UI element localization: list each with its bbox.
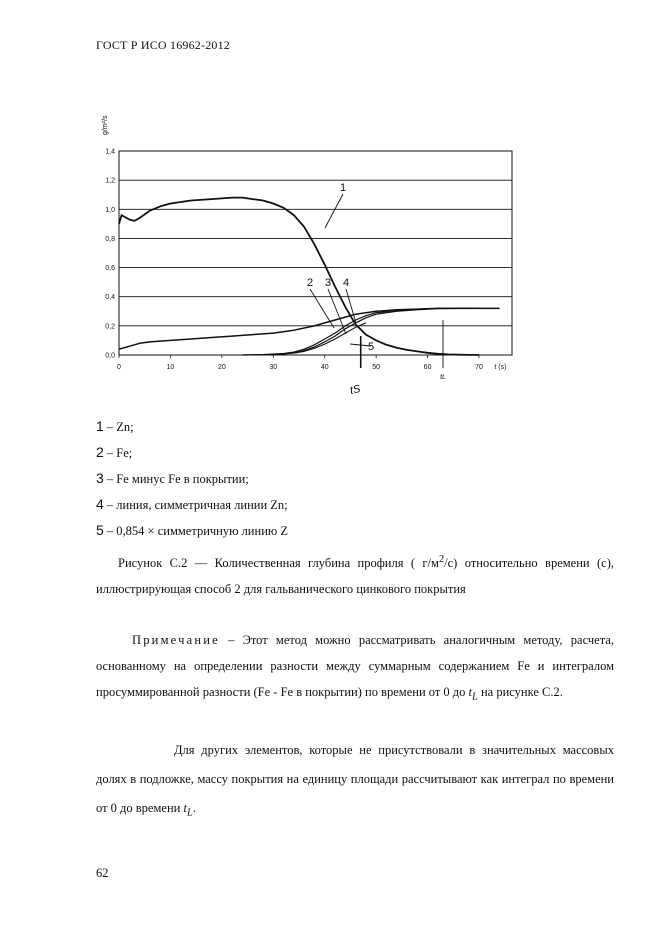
figure-c2 (88, 98, 548, 398)
legend-item-1: 1 – Zn; (96, 418, 134, 434)
document-header: ГОСТ Р ИСО 16962-2012 (96, 38, 230, 52)
page-number: 62 (96, 866, 109, 880)
curve-leader-1 (325, 194, 343, 228)
x-tick-label: 60 (423, 364, 432, 371)
curve-leader-3 (328, 289, 346, 334)
curve-label-3: 3 (324, 277, 332, 289)
chart-ticks (102, 115, 506, 371)
y-tick-label: 0,4 (105, 294, 115, 302)
x-tick-label: 20 (217, 364, 226, 371)
y-tick-label: 0,0 (105, 352, 115, 360)
y-tick-label: 0,8 (105, 235, 115, 243)
curve-label-5: 5 (367, 341, 375, 353)
x-axis-label: t (s) (494, 364, 507, 371)
y-tick-label: 0,6 (105, 265, 115, 273)
figure-caption: Рисунок С.2 — Количественная глубина профиля ( $г/м^2/с$) относительно времени (с), иллюстрирующая способ 2 для гальванического цинкового покрытия (96, 554, 614, 597)
legend-item-2: 2 – Fe; (96, 444, 133, 460)
series-line-2 (119, 308, 500, 349)
x-tick-label: 30 (269, 364, 278, 371)
tl-marker-label: tL (440, 374, 446, 381)
legend-item-4: 4 – линия, симметричная линии Zn; (96, 496, 288, 512)
chart-grid (119, 151, 512, 355)
x-tick-label: 50 (372, 364, 381, 371)
curve-label-2: 2 (306, 277, 314, 289)
legend-item-3: 3 – Fe минус Fe в покрытии; (96, 470, 249, 486)
x-tick-label: 0 (117, 364, 121, 371)
x-tick-label: 70 (475, 364, 483, 371)
x-tick-label: 10 (166, 364, 175, 371)
depth-profile-chart (88, 98, 548, 398)
y-tick-label: 1,4 (105, 148, 115, 156)
x-tick-label: 40 (320, 364, 329, 371)
series-line-1 (119, 198, 479, 355)
curve-label-1: 1 (339, 182, 347, 194)
legend-item-5: 5 – 0,854 × симметричную линию Z (96, 522, 288, 538)
y-axis-label: g/m²/s (102, 115, 109, 135)
y-tick-label: 1,0 (105, 206, 115, 214)
body-paragraph: Для других элементов, которые не присутствовали в значительных массовых долях в подложке, массу покрытия на единицу площади рассчитывают как интеграл по времени от 0 до времени $t_L$. (96, 743, 614, 819)
plot-frame (119, 151, 512, 355)
y-tick-label: 1,2 (105, 177, 115, 185)
curve-label-4: 4 (342, 277, 350, 289)
ts-marker-label: tS (348, 383, 362, 397)
figure-legend (96, 413, 596, 543)
note-paragraph: Примечание – Этот метод можно рассматривать аналогичным методу, расчета, основанному на определении разности между суммарным содержанием Fe и интегралом просуммированной разности (Fe - Fe в покрытии) по времени от 0 до $t_L$ на рисунке С.2. (96, 633, 614, 703)
y-tick-label: 0,2 (105, 323, 115, 331)
note-label: Примечание (132, 633, 220, 647)
